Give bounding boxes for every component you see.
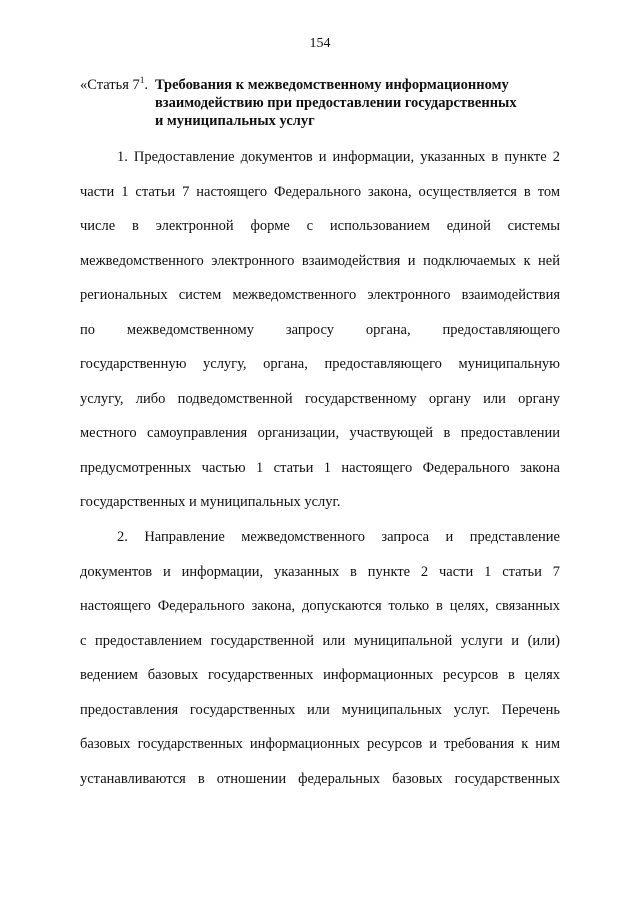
article-heading (80, 76, 560, 130)
paragraph-line: числе в электронной форме с использованием единой системы (80, 218, 560, 234)
article-title (155, 76, 560, 130)
article-label-text: «Статья 7 (80, 77, 140, 93)
paragraph-line: документов и информации, указанных в пункте 2 части 1 статьи 7 (80, 563, 560, 580)
article-title-line: и муниципальных услуг (154, 113, 315, 129)
paragraph-line: базовых государственных информационных ресурсов и требования к ним (80, 736, 560, 752)
article-label-superscript: 1 (139, 75, 145, 85)
paragraph-line: 2. Направление межведомственного запроса и представление (117, 529, 560, 545)
paragraph-line: устанавливаются в отношении федеральных базовых государственных (80, 770, 560, 787)
article-label (80, 76, 155, 130)
paragraph-line: настоящего Федерального закона, допускаются только в целях, связанных (80, 598, 560, 614)
article-label-suffix: . (144, 77, 148, 93)
paragraph-1 (80, 140, 560, 520)
paragraph-line: по межведомственному запросу органа, предоставляющего (80, 321, 560, 338)
paragraph-line: местного самоуправления организации, участвующей в предоставлении (80, 425, 560, 441)
paragraph-line: региональных систем межведомственного электронного взаимодействия (80, 287, 560, 303)
article-title-line: Требования к межведомственному информационному (154, 77, 509, 93)
paragraph-line: предоставления государственных или муниципальных услуг. Перечень (80, 701, 560, 718)
paragraph-2 (80, 520, 560, 796)
paragraph-line: межведомственного электронного взаимодействия и подключаемых к ней (80, 252, 560, 269)
page-number: 154 (309, 36, 331, 51)
paragraph-line: ведением базовых государственных информационных ресурсов в целях (80, 667, 560, 683)
paragraph-line: предусмотренных частью 1 статьи 1 настоящего Федерального закона (80, 459, 560, 476)
article-title-line: взаимодействию при предоставлении государственных (154, 95, 517, 111)
paragraph-line: государственную услугу, органа, предоставляющего муниципальную (80, 356, 560, 372)
paragraph-line: государственных и муниципальных услуг. (80, 494, 341, 510)
paragraph-line: с предоставлением государственной или муниципальной услуги и (или) (80, 632, 560, 649)
paragraph-line: услугу, либо подведомственной государственному органу или органу (80, 390, 560, 407)
paragraph-line: части 1 статьи 7 настоящего Федерального закона, осуществляется в том (80, 183, 560, 200)
paragraph-line: 1. Предоставление документов и информации, указанных в пункте 2 (117, 149, 560, 165)
